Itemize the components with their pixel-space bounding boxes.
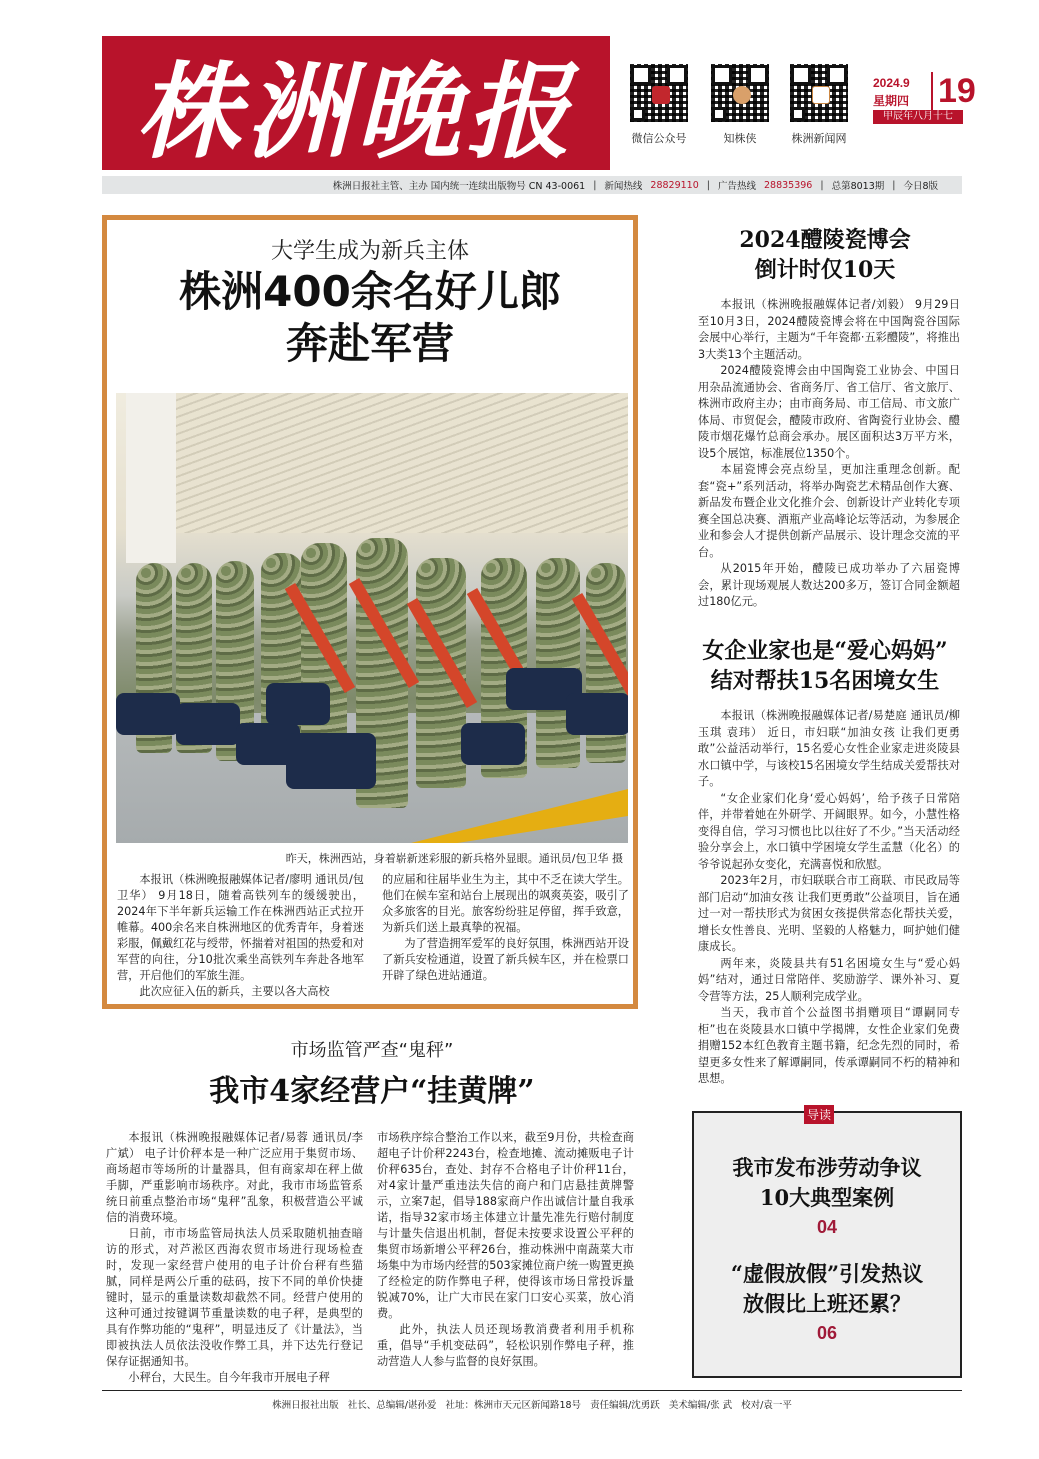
qr-code-icon xyxy=(788,62,850,124)
paragraph: “女企业家们化身‘爱心妈妈’，给予孩子日常陪伴，并带着她在外研学、开阔眼界。如今，小慧性格变得自信，学习习惯也比以往好了不少。”当天活动经验分享会上，水口镇中学困境女学生孟慧（化名）的爷爷说起孙女变化，充满喜悦和欣慰。 xyxy=(698,791,960,871)
paragraph: 本报讯（株洲晚报融媒体记者/刘毅） 9月29日至10月3日，2024醴陵瓷博会将在中国陶瓷谷国际会展中心举行，主题为“千年瓷都·五彩醴陵”，将推出3大类13个主题活动。 xyxy=(698,298,960,361)
article-title-line1: 女企业家也是“爱心妈妈” xyxy=(702,638,948,664)
qr-code-icon xyxy=(628,62,690,124)
paragraph: 市场秩序综合整治工作以来，截至9月份，共检查商超电子计价秤2243台，检查地摊、流动摊贩电子计价秤635台，查处、封存不合格电子计价秤11台，对4家计量严重违法失信的商户和门店悬挂黄牌警示，立案7起，倡导188家商户作出诚信计量自我承诺，指导32家市场主体建立计量先准先行赔付制度与计量失信退出机制，督促未按要求设置公平秤的集贸市场新增公平秤26台，推动株洲中南蔬菜大市场集中为市场内经营的503家摊位商户统一购置更换了经检定的防作弊电子秤，使得该市场日常投诉量锐减70%，让广大市民在家门口安心买菜，放心消费。 xyxy=(377,1131,634,1320)
article-kicker: 市场监管严查“鬼秤” xyxy=(290,1040,454,1061)
article-title-line2: 倒计时仅10天 xyxy=(754,257,896,283)
qr-label: 微信公众号 xyxy=(631,132,687,145)
publisher-info: 株洲日报社主管、主办 国内统一连续出版物号 CN 43-0061 xyxy=(332,181,586,192)
guide-item-page: 04 xyxy=(816,1217,838,1237)
paragraph: 小秤台，大民生。自今年我市开展电子秤 xyxy=(128,1371,330,1384)
lead-photo xyxy=(116,393,628,843)
qr-code-icon xyxy=(709,62,771,124)
news-hotline: 28829110 xyxy=(650,179,699,191)
info-bar: 株洲日报社主管、主办 国内统一连续出版物号 CN 43-0061 | 新闻热线 28829110 | 广告热线 28835396 | 总第8013期 | 今日8版 xyxy=(102,176,962,194)
paragraph: 从2015年开始，醴陵已成功举办了六届瓷博会，累计现场观展人数达200多万，签订合同金额超过180亿元。 xyxy=(698,562,960,608)
footer-divider xyxy=(102,1390,962,1391)
article-caring-mothers xyxy=(660,636,990,1088)
station-pillar xyxy=(126,393,176,563)
paragraph: 本届瓷博会亮点纷呈，更加注重理念创新。配套“瓷+”系列活动，将举办陶瓷艺术精品创作大赛、新品发布暨企业文化推介会、创新设计产业转化专项赛全国总决赛、酒瓶产业高峰论坛等活动，为参展企业和参会人才提供创新产品展示、设计理念交流的平台。 xyxy=(698,463,960,559)
guide-tag: 导读 xyxy=(804,1105,834,1124)
guide-item-1[interactable] xyxy=(694,1153,960,1241)
paragraph: 本报讯（株洲晚报融媒体记者/易蓉 通讯员/李广斌） 电子计价秤本是一种广泛应用于集贸市场、商场超市等场所的计量器具，但有商家却在秤上做手脚，严重影响市场秩序。对此，我市市场监管系统日前重点整治市场“鬼秤”乱象，积极营造公平诚信的消费环境。 xyxy=(106,1131,363,1224)
footer-credits: 株洲日报社出版 社长、总编辑/谌孙爱 社址：株洲市天元区新闻路18号 责任编辑/沈勇跃 美术编辑/张 武 校对/袁一平 xyxy=(272,1400,792,1411)
paragraph: 两年来，炎陵县共有51名困境女生与“爱心妈妈”结对，通过日常陪伴、奖励游学、课外补习、夏令营等方法，25人顺利完成学业。 xyxy=(698,956,960,1003)
qr-zhizhuxia[interactable] xyxy=(709,62,771,146)
lead-title-line1: 株洲400余名好儿郎 xyxy=(179,267,561,316)
masthead-logo: 株洲晚报 xyxy=(102,36,610,170)
paragraph: 为了营造拥军爱军的良好氛围，株洲西站开设了新兵安检通道，设置了新兵候车区，并在检票口开辟了绿色进站通道。 xyxy=(382,937,629,982)
ad-hotline-label: 广告热线 xyxy=(717,181,756,192)
article-body xyxy=(660,708,990,1088)
paragraph: 本报讯（株洲晚报融媒体记者/易楚庭 通讯员/柳玉琪 袁玮） 近日，市妇联“加油女孩 让我们更勇敢”公益活动举行，15名爱心女性企业家走进炎陵县水口镇中学，与该校15名困境女学生结成关爱帮扶对子。 xyxy=(698,709,960,788)
photo-caption: 昨天，株洲西站，身着崭新迷彩服的新兵格外显眼。通讯员/包卫华 摄 xyxy=(285,852,623,865)
lead-body xyxy=(117,872,629,1000)
paragraph: 此外，执法人员还现场教消费者利用手机称重，倡导“手机变砝码”，轻松识别作弊电子秤，推动营造人人参与监督的良好氛围。 xyxy=(377,1323,634,1368)
qr-label: 知株侠 xyxy=(723,132,757,145)
article-title: 我市4家经营户“挂黄牌” xyxy=(209,1074,535,1109)
issue-date xyxy=(873,72,976,122)
news-hotline-label: 新闻热线 xyxy=(604,181,643,192)
paragraph: 日前，市市场监管局执法人员采取随机抽查暗访的形式，对芦淞区西海农贸市场进行现场检查时，发现一家经营户使用的电子计价台秤有些猫腻，同样是两公斤重的砝码，按下不同的单价快捷键时，显示的重量读数却截然不同。经营户使用的这种可通过按键调节重量读数的电子秤，是典型的具有作弊功能的“鬼秤”，明显违反了《计量法》，当即被执法人员依法没收作弊工具，并下达先行登记保存证据通知书。 xyxy=(106,1227,363,1368)
station-roof xyxy=(176,393,628,533)
paragraph: 此次应征入伍的新兵，主要以各大高校 xyxy=(139,985,330,998)
paragraph: 的应届和往届毕业生为主，其中不乏在读大学生。他们在候车室和站台上展现出的飒爽英姿，吸引了众多旅客的目光。旅客纷纷驻足停留，挥手致意，为新兵们送上最真挚的祝福。 xyxy=(382,873,629,934)
lead-col-1 xyxy=(117,872,364,1000)
qr-label: 株洲新闻网 xyxy=(791,132,847,145)
article-ceramics-expo xyxy=(660,225,990,611)
guide-item-title: 我市发布涉劳动争议 xyxy=(732,1155,922,1180)
lead-kicker: 大学生成为新兵主体 xyxy=(270,239,469,264)
qr-wechat[interactable] xyxy=(628,62,690,146)
page-count: 今日8版 xyxy=(903,181,938,192)
date-lunar: 甲辰年八月十七 xyxy=(873,110,963,124)
guide-item-page: 06 xyxy=(816,1323,838,1343)
date-weekday: 星期四 xyxy=(873,94,910,108)
guide-box xyxy=(692,1108,962,1378)
article-title-line1: 2024醴陵瓷博会 xyxy=(739,227,911,253)
guide-item-title: 放假比上班还累？ xyxy=(743,1291,911,1316)
issue-number: 总第8013期 xyxy=(831,181,885,192)
article-title-line2: 结对帮扶15名困境女生 xyxy=(710,668,940,694)
article-body xyxy=(660,297,990,611)
article-col-1 xyxy=(106,1130,363,1386)
article-body xyxy=(102,1130,642,1386)
paragraph: 当天，我市首个公益图书捐赠项目“谭嗣同专柜”也在炎陵县水口镇中学揭牌，女性企业家们免费捐赠152本红色教育主题书籍，纪念先烈的同时，希望更多女性来了解谭嗣同，传承谭嗣同不朽的精神和思想。 xyxy=(698,1006,960,1085)
paragraph: 2024醴陵瓷博会由中国陶瓷工业协会、中国日用杂品流通协会、省商务厅、省工信厅、省文旅厅、株洲市政府主办；由市商务局、市工信局、市文旅广体局、市贸促会，醴陵市政府、省陶瓷行业协会、醴陵市烟花爆竹总商会承办。展区面积达3万平方米，设5个展馆，标准展位1350个。 xyxy=(698,364,960,460)
paragraph: 本报讯（株洲晚报融媒体记者/廖明 通讯员/包卫华） 9月18日，随着高铁列车的缓缓驶出，2024年下半年新兵运输工作在株洲西站正式拉开帷幕。400余名来自株洲地区的优秀青年，身着迷彩服，佩戴红花与绶带，怀揣着对祖国的热爱和对军营的向往，分10批次乘坐高铁列车奔赴各地军营，开启他们的军旅生涯。 xyxy=(117,873,364,982)
article-col-2 xyxy=(377,1130,634,1386)
qr-news-site[interactable] xyxy=(788,62,850,146)
guide-item-title: “虚假放假”引发热议 xyxy=(730,1261,924,1286)
lead-story xyxy=(102,215,638,1009)
guide-item-2[interactable] xyxy=(694,1259,960,1347)
date-day: 19 xyxy=(931,72,976,110)
paragraph: 2023年2月，市妇联联合市工商联、市民政局等部门启动“加油女孩 让我们更勇敢”公益项目，旨在通过一对一帮扶形式为贫困女孩提供常态化帮扶关爱，增长女性善良、光明、坚毅的人格魅力，呵护她们健康成长。 xyxy=(698,874,960,953)
ad-hotline: 28835396 xyxy=(764,179,813,191)
lead-title-line2: 奔赴军营 xyxy=(285,319,454,368)
lead-col-2 xyxy=(382,872,629,1000)
guide-item-title: 10大典型案例 xyxy=(759,1185,895,1210)
date-year-month: 2024.9 xyxy=(873,76,910,90)
article-scales xyxy=(102,1036,642,1386)
